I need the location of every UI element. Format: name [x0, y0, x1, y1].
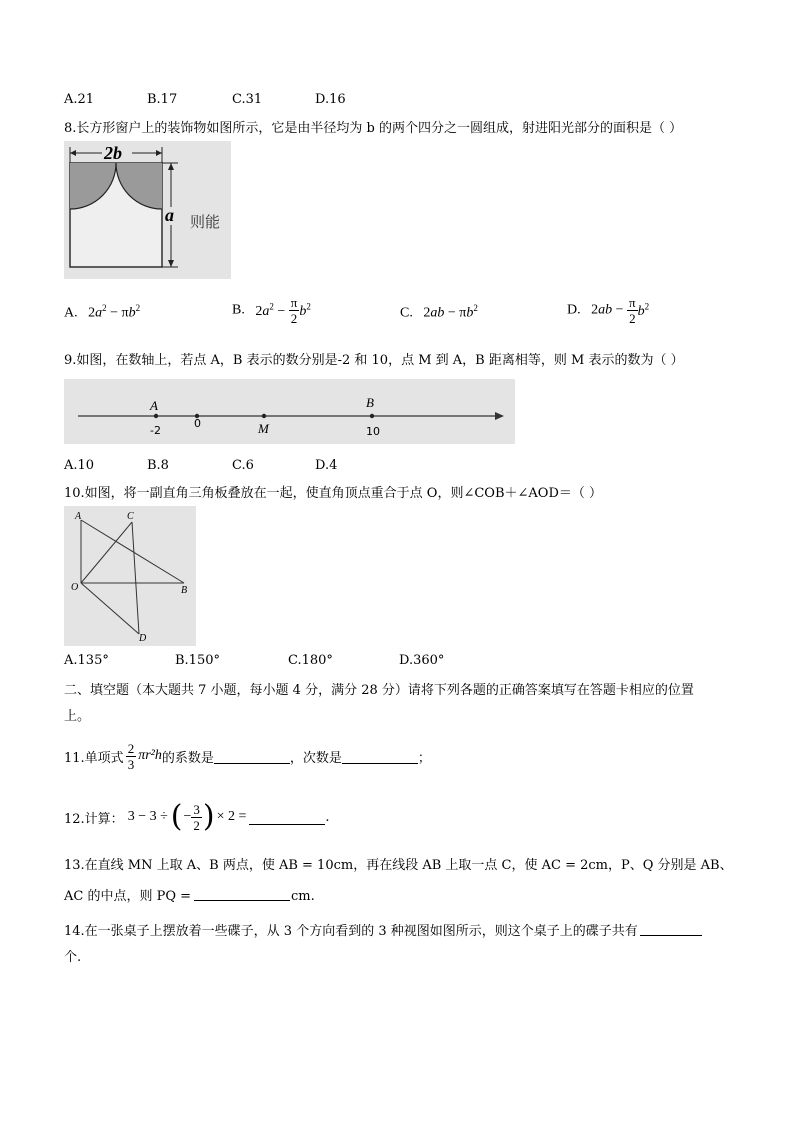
triangle-diagram [64, 506, 196, 646]
option-a: A.21 [64, 92, 95, 107]
option-b: B.17 [147, 92, 178, 107]
point-b-label: B [366, 395, 374, 410]
label-2b: 2b [104, 143, 122, 163]
section-2-heading-cont: 上。 [64, 709, 91, 724]
q12-end: . [325, 809, 330, 825]
option-c: C.31 [232, 92, 263, 107]
option-d: D.16 [315, 92, 346, 107]
number-line [64, 379, 515, 444]
q12-expr-end: × 2 = [216, 809, 247, 824]
number-line-figure [64, 379, 515, 444]
point-a-label: A [75, 511, 82, 522]
q10-option-c: C.180° [288, 653, 333, 668]
left-paren: ( [170, 799, 183, 834]
right-paren: ) [202, 799, 215, 834]
q9-option-a: A.10 [64, 458, 95, 473]
q13-prefix: AC 的中点，则 PQ = [64, 889, 192, 904]
q8-option-d: D. 2ab − $\frac{\pi}{2}$ $b^2$ [567, 295, 650, 326]
q11-prefix: 11.单项式 [64, 750, 124, 766]
q11-coefficient-blank[interactable] [214, 762, 290, 764]
tick-minus2: -2 [150, 424, 161, 437]
point-o-label: O [71, 582, 79, 593]
q14-answer-blank[interactable] [640, 934, 702, 936]
q11-expression: πr²h [138, 748, 162, 763]
q14-text: 14.在一张桌子上摆放着一些碟子，从 3 个方向看到的 3 种视图如图所示，则这个桌子上的碟子共有 [64, 924, 638, 939]
tick-ten: 10 [366, 425, 380, 438]
q12-fraction: $\frac{3}{2}$ [193, 801, 200, 833]
q10-option-d: D.360° [399, 653, 445, 668]
side-text: 则能 [190, 213, 221, 231]
point-c-label: C [127, 511, 134, 522]
q11-degree-blank[interactable] [342, 762, 418, 764]
triangle-figure [64, 506, 196, 646]
window-diagram [64, 141, 231, 279]
q13-unit: cm. [291, 889, 315, 904]
question-11 [64, 736, 431, 776]
window-decoration-figure [64, 141, 231, 279]
q11-coefficient-text: 的系数是 [161, 750, 214, 766]
q8-option-c: C. $2ab - \pi b^2$ [400, 303, 478, 321]
question-13-line1: 13.在直线 MN 上取 A、B 两点，使 AB = 10cm，再在线段 AB 上取一点 C，使 AC = 2cm，P、Q 分别是 AB、 [64, 858, 733, 873]
section-2-heading: 二、填空题（本大题共 7 小题，每小题 4 分，满分 28 分）请将下列各题的正确答案填写在答题卡相应的位置 [64, 683, 694, 698]
q9-option-b: B.8 [147, 458, 169, 473]
point-m-label: M [258, 421, 269, 436]
opt-a-label: A. [64, 305, 78, 321]
q11-fraction: $\frac{2}{3}$ [127, 740, 135, 772]
point-a-label: A [150, 398, 158, 413]
q11-degree-text: ，次数是 [289, 750, 342, 766]
q9-option-c: C.6 [232, 458, 254, 473]
q12-expr-start: 3 − 3 ÷ [127, 809, 168, 824]
question-8-stem: 8.长方形窗户上的装饰物如图所示，它是由半径均为 b 的两个四分之一圆组成，射进阳光部分的面积是（ ） [64, 121, 683, 136]
q13-answer-blank[interactable] [194, 899, 290, 901]
q10-option-b: B.150° [175, 653, 220, 668]
q9-option-d: D.4 [315, 458, 338, 473]
question-14-line2: 个. [64, 950, 82, 965]
question-14-line1 [64, 920, 702, 939]
q12-prefix: 12.计算： [64, 811, 124, 827]
q12-neg: − [183, 809, 192, 824]
q12-answer-blank[interactable] [249, 823, 325, 825]
opt-d-label: D. [567, 302, 581, 318]
question-10-stem: 10.如图，将一副直角三角板叠放在一起，使直角顶点重合于点 O，则∠COB＋∠AOD＝（ ） [64, 486, 603, 501]
opt-c-label: C. [400, 305, 413, 321]
q10-option-a: A.135° [64, 653, 109, 668]
question-9-stem: 9.如图，在数轴上，若点 A，B 表示的数分别是-2 和 10，点 M 到 A，B 距离相等，则 M 表示的数为（ ） [64, 353, 684, 368]
question-12 [64, 797, 330, 837]
q8-option-b: B. $2a^2$ − $\frac{\pi}{2}$ $b^2$ [232, 295, 311, 326]
point-d-label: D [139, 633, 147, 644]
point-b-label: B [181, 585, 188, 596]
opt-b-label: B. [232, 302, 245, 318]
q11-end: ； [417, 750, 431, 766]
q8-option-a: A. $2a^2 - \pi b^2$ [64, 303, 141, 321]
tick-zero: 0 [194, 417, 201, 430]
label-a: a [165, 205, 174, 225]
question-13-line2 [64, 885, 315, 904]
